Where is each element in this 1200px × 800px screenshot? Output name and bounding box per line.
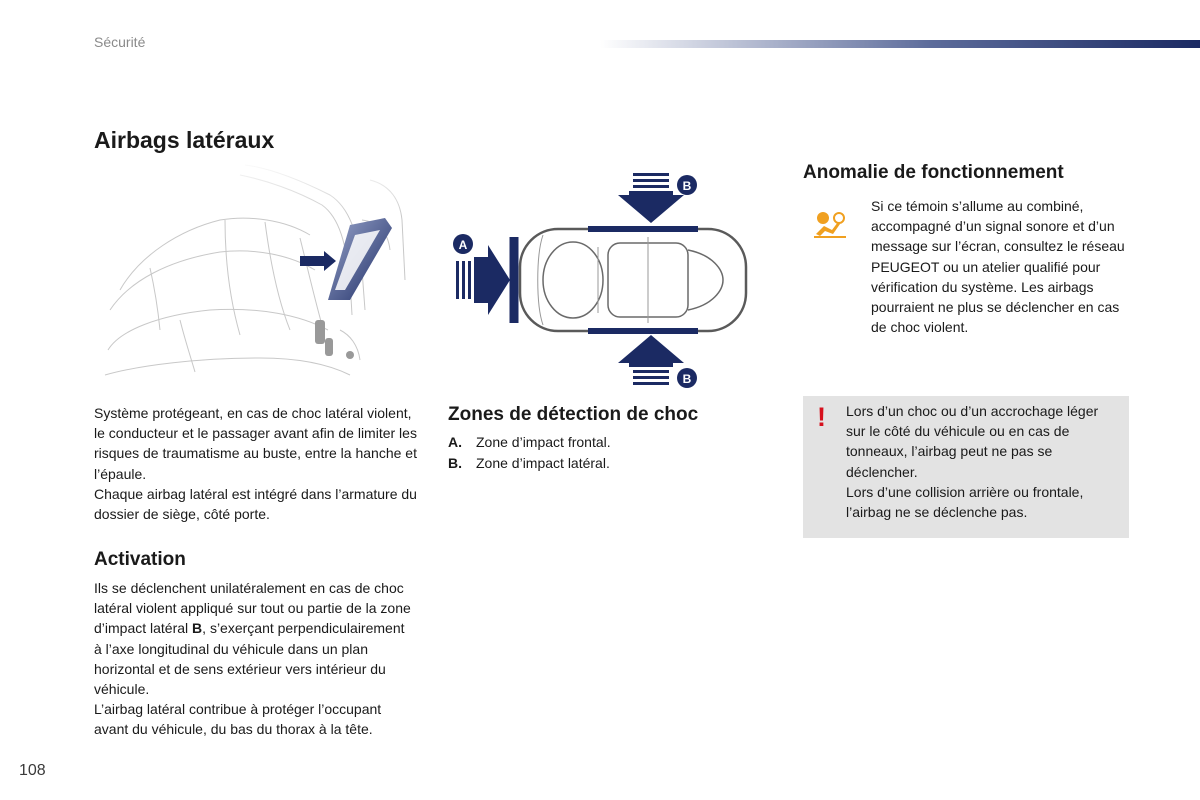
zones-title: Zones de détection de choc — [448, 404, 699, 425]
anomaly-text: Si ce témoin s’allume au combiné, accompagné d’un signal sonore et d’un message sur l’écran, consultez le réseau PEUGEOT ou un atelier qualifié pour vérification du système. Les airbags pourraient ne plus se déclencher en cas de choc violent. — [871, 198, 1125, 336]
airbag-warning-icon — [812, 208, 848, 240]
activation-title: Activation — [94, 549, 186, 570]
warning-icon: ! — [817, 402, 826, 432]
zones-list — [448, 432, 768, 473]
page-title: Airbags latéraux — [94, 127, 275, 153]
section-header: Sécurité — [94, 34, 146, 50]
lateral-impact-arrow-top — [618, 173, 684, 223]
zone-label-b-bottom: B — [682, 372, 692, 386]
seat-airbag-illustration — [100, 160, 415, 385]
impact-zones-diagram — [448, 165, 758, 395]
intro-paragraph-2: Chaque airbag latéral est intégré dans l’armature du dossier de siège, côté porte. — [94, 485, 417, 523]
header-gradient-bar — [600, 40, 1200, 48]
activation-paragraph-2: L’airbag latéral contribue à protéger l’occupant avant du véhicule, du bas du thorax à la tête. — [94, 701, 382, 738]
frontal-impact-arrow — [456, 245, 510, 315]
lateral-impact-arrow-bottom — [618, 335, 684, 385]
activation-text — [94, 578, 416, 740]
warning-paragraph-1: Lors d’un choc ou d’un accrochage léger sur le côté du véhicule ou en cas de tonneaux, l’airbag peut ne pas se déclencher. — [846, 403, 1099, 480]
car-top-view — [514, 229, 746, 331]
warning-text — [846, 401, 1120, 522]
zone-item-a: A. Zone d’impact frontal. — [448, 434, 611, 450]
warning-box — [803, 396, 1129, 538]
zone-item-b: B. Zone d’impact latéral. — [448, 454, 610, 471]
zone-label-a: A — [458, 238, 468, 252]
warning-paragraph-2: Lors d’une collision arrière ou frontale, l’airbag ne se déclenche pas. — [846, 483, 1084, 521]
anomaly-title: Anomalie de fonctionnement — [803, 162, 1064, 183]
intro-text — [94, 403, 419, 524]
page-number: 108 — [19, 762, 46, 779]
zone-label-b-top: B — [682, 179, 692, 193]
intro-paragraph-1: Système protégeant, en cas de choc latéral violent, le conducteur et le passager avant afin de limiter les risques de traumatisme au buste, entre la hanche et l’épaule. — [94, 405, 417, 482]
activation-paragraph-1: Ils se déclenchent unilatéralement en cas de choc latéral violent appliqué sur tout ou partie de la zone d’impact latéral B, s’exerçant perpendiculairement à l’axe longitudinal du véhicule dans un plan horizontal et de sens extérieur vers intérieur du véhicule. — [94, 580, 411, 698]
